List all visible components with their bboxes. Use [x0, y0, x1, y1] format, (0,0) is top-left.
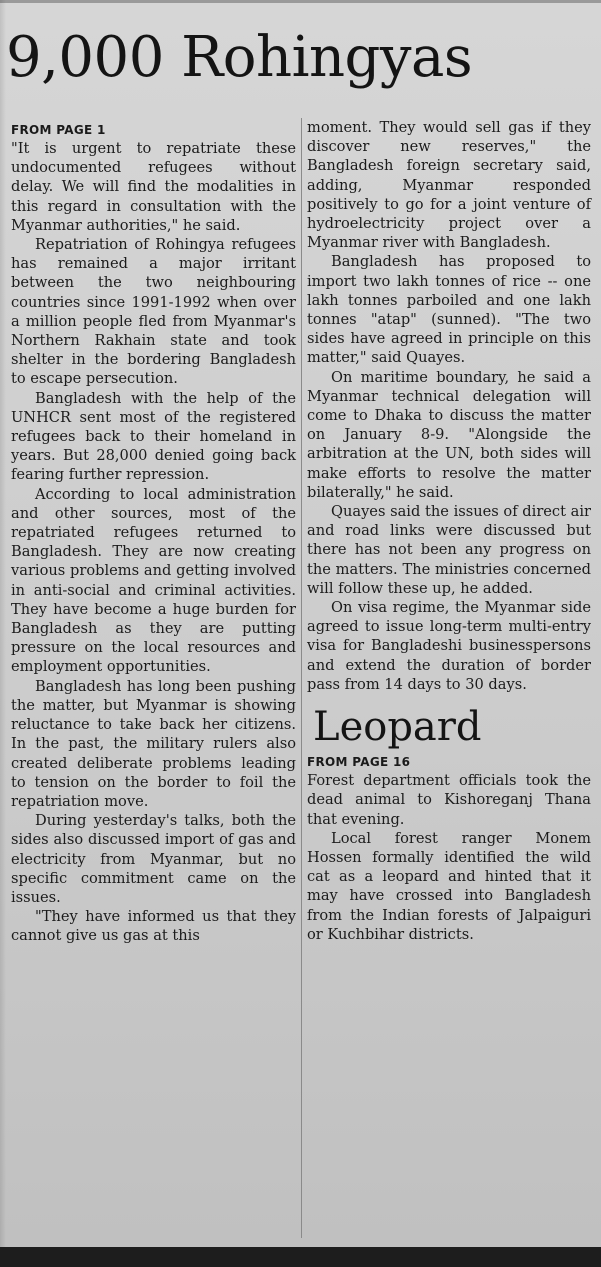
article-paragraph: During yesterday's talks, both the sides also discussed import of gas and electricity from Myanmar, but no specific commitment came on the issues. — [11, 812, 296, 906]
article-paragraph: Bangladesh has long been pushing the matter, but Myanmar is showing reluctance to take back her citizens. In the past, the military rulers also created deliberate problems leading to tension on the border to foil the repatriation move. — [11, 677, 296, 810]
leopard-paragraph: Local forest ranger Monem Hossen formally identified the wild cat as a leopard and hinted that it may have crossed into Bangladesh from the Indian forests of Jalpaiguri or Kuchbihar districts. — [307, 829, 591, 943]
article-paragraph: Repatriation of Rohingya refugees has remained a major irritant between the two neighbouring countries since 1991-1992 when over a million people fled from Myanmar's Northern Rakhain state and took shelter in the bordering Bangladesh to escape persecution. — [11, 236, 296, 388]
top-rule — [0, 0, 601, 3]
left-column — [11, 122, 296, 946]
leopard-paragraph: Forest department officials took the dead animal to Kishoreganj Thana that evening. — [307, 772, 591, 828]
right-column — [307, 118, 591, 944]
article-paragraph: On maritime boundary, he said a Myanmar technical delegation will come to Dhaka to discuss the matter on January 8-9. "Alongside the arbitration at the UN, both sides will make efforts to resolve the matter bilaterally," he said. — [307, 368, 591, 501]
article-paragraph: According to local administration and other sources, most of the repatriated refugees returned to Bangladesh. They are now creating various problems and getting involved in anti-social and criminal activities. They have become a huge burden for Bangladesh as they are putting pressure on the local resources and employment opportunities. — [11, 485, 296, 676]
headline: 9,000 Rohingyas — [6, 25, 473, 90]
article-paragraph: On visa regime, the Myanmar side agreed to issue long-term multi-entry visa for Bangladeshi businesspersons and extend the duration of border pass from 14 days to 30 days. — [307, 599, 591, 693]
article-paragraph: Bangladesh with the help of the UNHCR sent most of the registered refugees back to their homeland in years. But 28,000 denied going back fearing further repression. — [11, 389, 296, 484]
leopard-kicker: FROM PAGE 16 — [307, 755, 411, 770]
paper-shadow — [0, 0, 6, 1249]
article-paragraph: "They have informed us that they cannot give us gas at this — [11, 908, 296, 945]
article-paragraph: "It is urgent to repatriate these undocumented refugees without delay. We will find the modalities in this regard in consultation with the Myanmar authorities," he said. — [11, 140, 296, 234]
leopard-headline: Leopard — [313, 704, 482, 751]
article-paragraph: moment. They would sell gas if they discover new reserves," the Bangladesh foreign secretary said, adding, Myanmar responded positively to go for a joint venture of hydroelectricity project over a Myanmar river with Bangladesh. — [307, 119, 591, 252]
column-divider — [301, 118, 302, 1238]
jump-kicker: FROM PAGE 1 — [11, 123, 106, 137]
article-paragraph: Bangladesh has proposed to import two lakh tonnes of rice -- one lakh tonnes parboiled and one lakh tonnes "atap" (sunned). "The two sides have agreed in principle on this matter," said Quayes. — [307, 253, 591, 367]
page-bottom-edge — [0, 1247, 601, 1267]
article-paragraph: Quayes said the issues of direct air and road links were discussed but there has not been any progress on the matters. The ministries concerned will follow these up, he added. — [307, 503, 591, 597]
